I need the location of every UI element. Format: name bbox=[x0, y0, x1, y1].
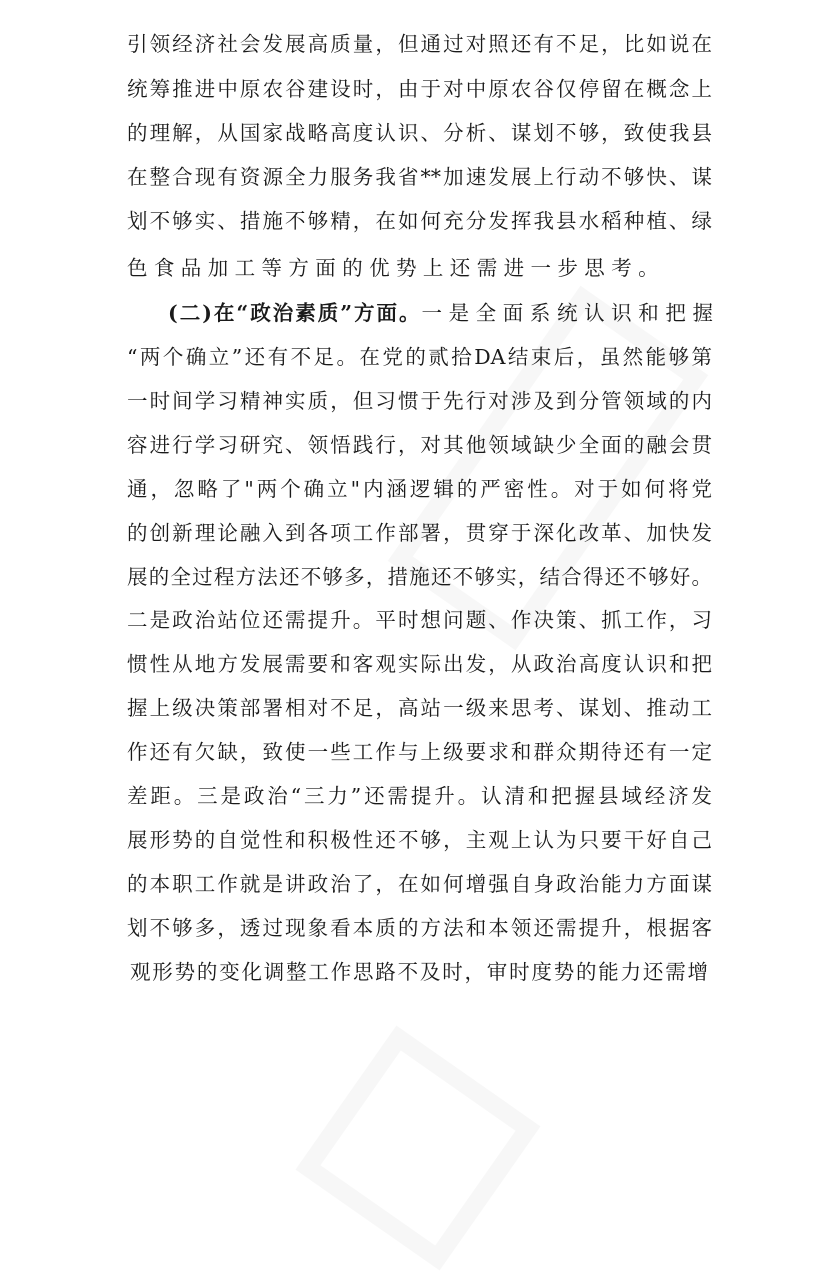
text-line: 观形势的变化调整工作思路不及时，审时度势的能力还需增 bbox=[130, 960, 708, 984]
text-line: 的创新理论融入到各项工作部署，贯穿于深化改革、加快发 bbox=[127, 521, 712, 545]
text-line: 在整合现有资源全力服务我省**加速发展上行动不够快、谋 bbox=[127, 165, 712, 189]
text-line: 引领经济社会发展高质量，但通过对照还有不足，比如说在 bbox=[127, 32, 712, 56]
text-line: 容进行学习研究、领悟践行，对其他领域缺少全面的融会贯 bbox=[127, 433, 712, 457]
text-line: 作还有欠缺，致使一些工作与上级要求和群众期待还有一定 bbox=[127, 740, 712, 764]
text-line: 握上级决策部署相对不足，高站一级来思考、谋划、推动工 bbox=[127, 696, 712, 720]
text-line: 二是政治站位还需提升。平时想问题、作决策、抓工作，习 bbox=[127, 608, 712, 632]
text-line: 色食品加工等方面的优势上还需进一步思考。 bbox=[127, 256, 665, 280]
text-line: 展形势的自觉性和积极性还不够，主观上认为只要干好自己 bbox=[127, 828, 712, 852]
text-line: 通，忽略了"两个确立"内涵逻辑的严密性。对于如何将党 bbox=[127, 477, 712, 501]
text-line: 的本职工作就是讲政治了，在如何增强自身政治能力方面谋 bbox=[127, 872, 712, 896]
text-line: 一时间学习精神实质，但习惯于先行对涉及到分管领域的内 bbox=[127, 389, 712, 413]
section-heading-line bbox=[168, 298, 720, 328]
section-heading: (二)在“政治素质”方面。 bbox=[168, 301, 422, 325]
text-line: “两个确立”还有不足。在党的贰拾DA结束后，虽然能够第 bbox=[127, 345, 712, 369]
text-line: 惯性从地方发展需要和客观实际出发，从政治高度认识和把 bbox=[127, 652, 712, 676]
text-span: 一是全面系统认识和把握 bbox=[421, 301, 720, 325]
watermark bbox=[388, 286, 709, 651]
text-line: 统筹推进中原农谷建设时，由于对中原农谷仅停留在概念上 bbox=[127, 77, 712, 101]
text-line: 展的全过程方法还不够多，措施还不够实，结合得还不够好。 bbox=[127, 565, 712, 589]
watermark bbox=[295, 1025, 540, 1270]
text-line: 划不够实、措施不够精，在如何充分发挥我县水稻种植、绿 bbox=[127, 209, 712, 233]
text-line: 差距。三是政治“三力”还需提升。认清和把握县域经济发 bbox=[127, 784, 712, 808]
text-line: 的理解，从国家战略高度认识、分析、谋划不够，致使我县 bbox=[127, 121, 712, 145]
text-line: 划不够多，透过现象看本质的方法和本领还需提升，根据客 bbox=[127, 916, 712, 940]
